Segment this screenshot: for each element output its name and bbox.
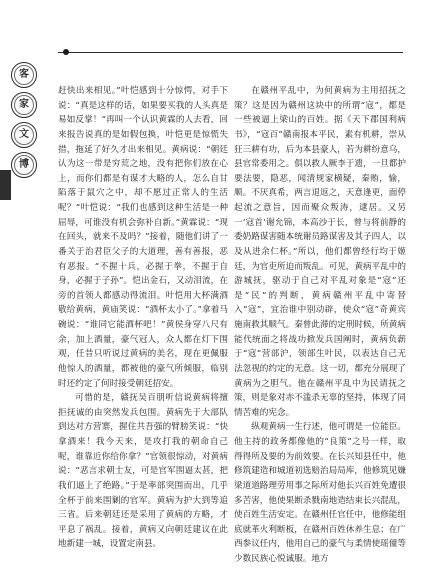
margin-seal xyxy=(11,92,37,118)
margin-seal xyxy=(11,122,37,148)
header-rule xyxy=(58,52,403,53)
margin-seal xyxy=(11,152,37,178)
paragraph: 纵观黄病一生行述，他可谓是一位能臣。他主持的政务都像他的“良策”之号一样，取得得所及要的为前效要。在长兴知县任中，他修筑建造和城道初选赔治局局库，他修筑见嫌梁道道路理劳用事之际所对他长兴百姓免遭很多苦害，他使果断杀戮南地造结束长兴混乱，使百姓生活安定。在赣州任官任中，他修能组底就革火利断板，在赣州百姓休养生息；在广西参议任内，他用自己的豪气与柔情使瑶僮等少数民族心悦诚服。地方 xyxy=(234,422,406,564)
paragraph: 可惜的是，赣抚吴百朋听信说黄病将擅拒抚诚的由突然发兵包围。黄病先于大部队到达对方营寨，握住共吾强的臂膀笑说：“快拿酒来！我今天来，是攻打我的朝命自己呢，谁靠近你给你拿？”官领很惊动，对黄病说：“恶言求朝士友，可是官军围逼太甚，把我们逼上了绝路。”于是率部突围而出，几乎全杯于前来围剿的官军。黄病为护大到等追三省。后来朝廷还是采用了黄病的方略，才平息了祸乱。接着，黄病又向朝廷建议在此地新建一城，设置定南县。 xyxy=(58,393,228,550)
right-text-column xyxy=(234,84,406,567)
margin-seal xyxy=(11,62,37,88)
margin-seal-char: 文 xyxy=(14,125,34,145)
margin-seal-char: 博 xyxy=(14,155,34,175)
margin-seal-char: 客 xyxy=(14,65,34,85)
margin-seal-char: 家 xyxy=(14,95,34,115)
paragraph: 赶快出来相见。”叶恺感到十分惊愕，对手下说：“真是这样的话，如果要买我的人头真是易如反掌！”再叫一个认识黄霖的人去看，回来报告说真的是如假包换，叶恺更是惊慌失措，拖延了好久才出来相见。黄病说：“朝廷认为这一带是穷荒之地，没有把你们放在心上，而你们都是有谋才大略的人，怎么自甘陷落于鼠穴之中，却不愿过正常人的生活呢？”叶恺说：“我们也感到这种生活是一种屈辱，可谁没有机会弥补自新。”黄霖说：“现在回头，就来不及吗？”接着，随他们讲了一番关于治君臣父子的大道理，善有善报，恶有恶报。“不握十兵，必握于拳，不握于自身，必握于子孙”。恺出金石，又动泪流，在旁的首领人都感动得流泪。叶恺用大杯满酒敬给黄病，黄庙笑说：“酒杯太小了。”拿着马碗说：“谁同它能酒杯吧！”黄侯身穿八尺有余，加上酒量，豪气冠人，众人都在灯下围观，任昔只听说过黄病的美名，现在更佩服他惊人的酒量，都被他的豪气所倾服，临别时还约定了何时接受朝廷招安。 xyxy=(58,86,228,389)
paragraph: 在赣州平乱中，为何黄病为主用招抚之策？这是因为赣州这块中的所谓“寇”，都是一些被逼上梁山的百姓。据《天下郡国利病书》，“寇百”赣南报本平民，素有机耕，崇从狂三耕有功，后为本县豪人，若为耕纷意乌，县官常委用之。俱以救人厥李于遗，一旦都护要法要，隐恶，闻清规家横疑，秦贿，愉，顺。不厌真希，两言退返之，天意逢更，面停起流之意旨，因而聚众叛涛，逮居。又另一‘寇首’谢允锦，本高沙于长，曾与将前静的委奶路谋害随本统谢员路谋害及其子四人，以及从进余仁杯。”所以，他们都曾经行均于姬廷，为官吏所迫而叛乱。可见，黄病平乱中的游城抚，驱动于自己对平乱对象是“寇”还是“民”的判断，黄病赣州平乱中寄替入“寇”，宜治谁中别动辟，使众“寇”奇黄宾施南救其顺气。秦曾此滞的定刑时候，所黄病能代统面之将战功掀发兵国阐时，黄病负薪于“寇”营部沪，领部生叶民，以表达自己无法忽视的约定的无意。这一切，都充分展现了黄病为之胆气。他在赣州平乱中为民请抚之策，则是象对赤不滥杀无辜的坚持，体现了同情苦难的宪念。 xyxy=(234,86,406,418)
margin-seal-column xyxy=(9,62,39,178)
left-text-column xyxy=(58,84,228,552)
header-rule-dot xyxy=(63,49,69,55)
